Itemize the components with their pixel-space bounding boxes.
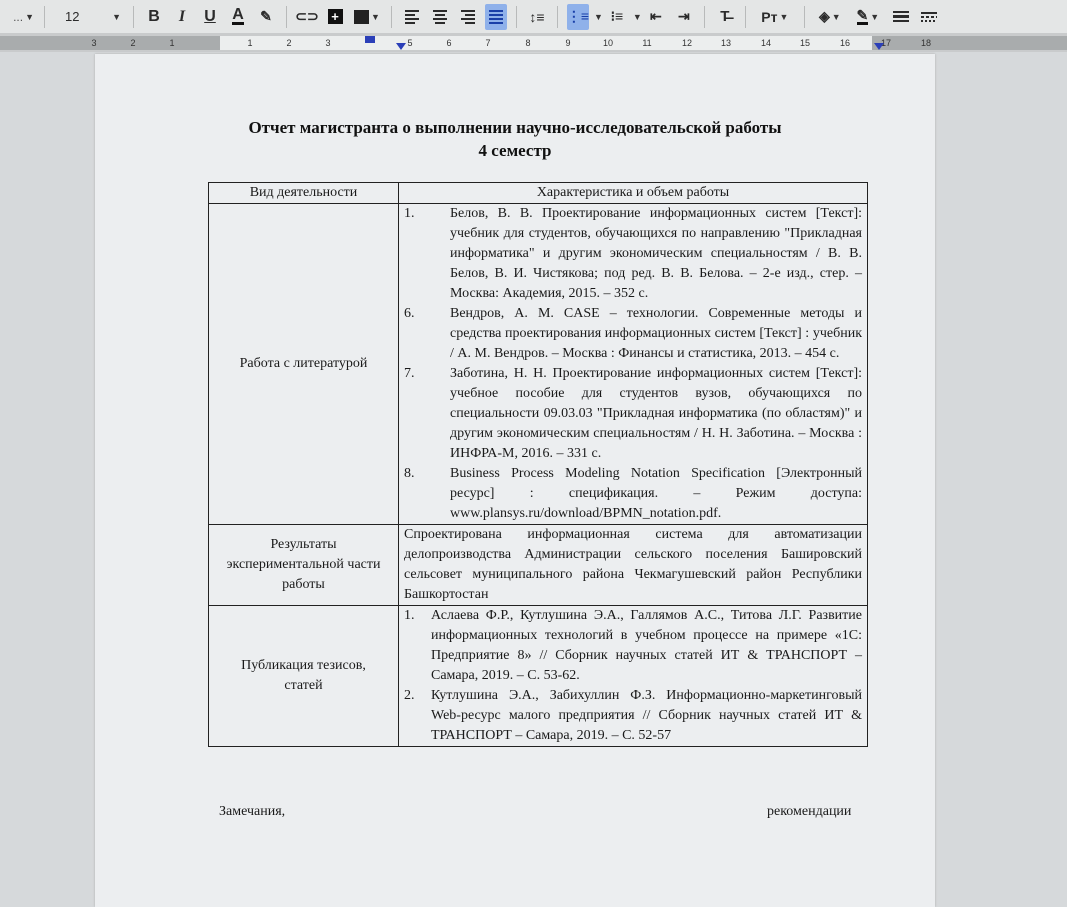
bold-icon: B xyxy=(148,7,160,25)
clear-formatting-button[interactable] xyxy=(714,4,736,30)
publication-text: Аслаева Ф.Р., Кутлушина Э.А., Галлямов А.С., Титова Л.Г. Развитие информационных технологий в учебном процессе на примере «1С: Предприятие 8» // Сборник научных статей ИТ & ТРАНСПОРТ – Самара, 2019. – С. 53-62. xyxy=(431,608,862,683)
chevron-down-icon: ▼ xyxy=(779,11,789,22)
ruler xyxy=(0,34,1067,52)
numbered-list-icon: ⋮≡ xyxy=(566,8,590,24)
ruler-tick: 17 xyxy=(880,38,892,48)
publication-item xyxy=(404,686,862,746)
align-center-icon xyxy=(433,10,447,24)
image-icon xyxy=(354,10,369,24)
reference-item xyxy=(404,304,862,364)
ruler-left-margin xyxy=(0,36,220,50)
table-header-row xyxy=(209,183,868,204)
ruler-tick: 15 xyxy=(799,38,811,48)
increase-indent-button[interactable] xyxy=(673,4,695,30)
activity-cell: Работа с литературой xyxy=(209,204,399,525)
chevron-down-icon[interactable]: ▼ xyxy=(594,11,603,22)
divider xyxy=(557,6,558,28)
references-cell[interactable] xyxy=(399,204,868,525)
divider xyxy=(704,6,705,28)
reference-number: 7. xyxy=(404,366,415,381)
ruler-tick: 16 xyxy=(839,38,851,48)
ruler-tick: 13 xyxy=(720,38,732,48)
border-width-button[interactable] xyxy=(890,4,912,30)
divider xyxy=(745,6,746,28)
divider xyxy=(44,6,45,28)
fill-color-button[interactable] xyxy=(814,4,846,30)
add-comment-icon: + xyxy=(328,9,343,24)
reference-item xyxy=(404,204,862,304)
ruler-tick: 7 xyxy=(485,38,491,48)
reference-number: 1. xyxy=(404,206,415,221)
chevron-down-icon: ▼ xyxy=(112,11,121,22)
remarks-label: Замечания, xyxy=(219,804,286,819)
italic-button[interactable] xyxy=(171,4,193,30)
publication-text: Кутлушина Э.А., Забихуллин Ф.З. Информационно-маркетинговый Web-ресурс малого предприятия // Сборник научных статей ИТ & ТРАНСПОРТ – Самара, 2019. – С. 52-57 xyxy=(431,688,862,743)
clear-formatting-icon: T̶ xyxy=(720,8,730,25)
align-right-button[interactable] xyxy=(457,4,479,30)
publications-cell[interactable] xyxy=(399,606,868,747)
align-right-icon xyxy=(461,10,475,24)
divider xyxy=(391,6,392,28)
header-characteristics: Характеристика и объем работы xyxy=(399,183,868,204)
align-center-button[interactable] xyxy=(429,4,451,30)
publication-item xyxy=(404,606,862,686)
ruler-tick: 10 xyxy=(602,38,614,48)
chevron-down-icon: ▼ xyxy=(371,11,380,22)
text-color-button[interactable] xyxy=(227,4,249,30)
underline-button[interactable] xyxy=(199,4,221,30)
divider xyxy=(516,6,517,28)
align-left-icon xyxy=(405,10,419,24)
ruler-tick: 9 xyxy=(565,38,571,48)
reference-text: Белов, В. В. Проектирование информационных систем [Текст]: учебник для студентов, обучающихся по направлению "Прикладная информатика" и другим экономическим специальностям / В. В. Белов, В. И. Чистякова; под ред. В. В. Белова. – 2-е изд., стер. – Москва: Академия, 2015. – 352 с. xyxy=(450,206,862,301)
pen-icon: ✎ xyxy=(856,7,869,23)
increase-indent-icon: ⇥ xyxy=(677,8,690,24)
align-justify-button[interactable] xyxy=(485,4,507,30)
styles-button[interactable] xyxy=(755,4,795,30)
header-activity: Вид деятельности xyxy=(209,183,399,204)
link-icon: ⊂⊃ xyxy=(295,8,319,24)
ruler-tick: 6 xyxy=(446,38,452,48)
paint-bucket-icon: ◈ xyxy=(818,8,830,24)
ruler-tick: 11 xyxy=(642,38,652,48)
ruler-right-margin xyxy=(872,36,1067,50)
divider xyxy=(804,6,805,28)
ruler-tick: 5 xyxy=(407,38,413,48)
ruler-tick: 2 xyxy=(130,38,136,48)
chevron-down-icon[interactable]: ▼ xyxy=(632,11,642,22)
report-table xyxy=(208,182,868,747)
bulleted-list-icon: ⁝≡ xyxy=(610,8,624,24)
ruler-tick: 3 xyxy=(91,38,97,48)
activity-cell: Результаты экспериментальной части работы xyxy=(209,525,399,606)
highlighter-icon: ✎ xyxy=(260,8,272,24)
ruler-tick: 3 xyxy=(325,38,331,48)
activity-cell: Публикация тезисов, статей xyxy=(209,606,399,747)
divider xyxy=(286,6,287,28)
line-spacing-button[interactable] xyxy=(526,4,548,30)
underline-icon: U xyxy=(204,7,216,25)
publication-number: 2. xyxy=(404,688,415,703)
ruler-content-area xyxy=(220,36,872,50)
font-family-dropdown[interactable] xyxy=(0,4,38,30)
ruler-tick: 1 xyxy=(247,38,253,48)
reference-number: 8. xyxy=(404,466,415,481)
line-spacing-icon: ↕≡ xyxy=(529,8,545,25)
ruler-tick: 14 xyxy=(760,38,772,48)
border-dash-icon xyxy=(921,12,937,22)
font-size-value: 12 xyxy=(65,9,80,24)
results-cell[interactable]: Спроектирована информационная система для автоматизации делопроизводства Администрации сельского поселения Башировский сельсовет муниципального района Чекмагушевский район Республики Башкортостан xyxy=(399,525,868,606)
chevron-down-icon: ▼ xyxy=(831,11,841,22)
chevron-down-icon: ▼ xyxy=(870,11,880,22)
text-color-icon: A xyxy=(232,6,244,23)
reference-text: Business Process Modeling Notation Specification [Электронный ресурс] : спецификация. – Режим доступа: www.plansys.ru/download/BPMN_notation.pdf. xyxy=(450,466,862,521)
ruler-tick: 2 xyxy=(286,38,292,48)
divider xyxy=(133,6,134,28)
publication-number: 1. xyxy=(404,608,415,623)
bulleted-list-button[interactable] xyxy=(606,4,628,30)
chevron-down-icon: ▼ xyxy=(25,11,34,22)
border-color-button[interactable] xyxy=(852,4,884,30)
document-subtitle: 4 семестр xyxy=(478,141,552,160)
ruler-tick: 8 xyxy=(525,38,531,48)
document-page[interactable] xyxy=(95,54,935,907)
recommendations-label: рекомендации xyxy=(767,804,852,819)
insert-link-button[interactable] xyxy=(296,4,318,30)
ruler-tick: 18 xyxy=(920,38,932,48)
border-width-icon xyxy=(893,11,909,22)
border-dash-button[interactable] xyxy=(918,4,940,30)
table-row xyxy=(209,606,868,747)
reference-text: Заботина, Н. Н. Проектирование информационных систем [Текст]: учебное пособие для студентов вузов, обучающихся по специальности 09.03.03 "Прикладная информатика (по областям)" и другим экономическим специальностям / Н. Н. Заботина. – Москва : ИНФРА-М, 2016. – 331 с. xyxy=(450,366,862,461)
right-indent-marker[interactable] xyxy=(874,43,884,50)
reference-number: 6. xyxy=(404,306,415,321)
highlight-button[interactable] xyxy=(255,4,277,30)
styles-icon: Pт xyxy=(761,8,778,25)
reference-text: Вендров, А. М. CASE – технологии. Современные методы и средства проектирования информационных систем [Текст] : учебник / А. М. Вендров. – Москва : Финансы и статистика, 2013. – 454 с. xyxy=(450,306,862,361)
insert-image-button[interactable] xyxy=(352,4,382,30)
reference-item xyxy=(404,364,862,464)
align-left-button[interactable] xyxy=(401,4,423,30)
font-size-dropdown[interactable] xyxy=(51,4,127,30)
ruler-tick: 12 xyxy=(681,38,693,48)
table-row xyxy=(209,525,868,606)
align-justify-icon xyxy=(489,10,503,24)
numbered-list-button[interactable] xyxy=(567,4,589,30)
ruler-tick: 1 xyxy=(169,38,175,48)
table-row xyxy=(209,204,868,525)
formatting-toolbar xyxy=(0,0,1067,34)
decrease-indent-icon: ⇤ xyxy=(649,8,662,24)
document-title: Отчет магистранта о выполнении научно-исследовательской работы xyxy=(248,118,782,137)
decrease-indent-button[interactable] xyxy=(645,4,667,30)
font-family-value: ... xyxy=(13,9,24,24)
italic-icon: I xyxy=(178,7,186,25)
first-line-indent-marker[interactable] xyxy=(365,36,375,43)
reference-item xyxy=(404,464,862,524)
bold-button[interactable] xyxy=(143,4,165,30)
insert-comment-button[interactable] xyxy=(324,4,346,30)
left-indent-marker[interactable] xyxy=(396,43,406,50)
